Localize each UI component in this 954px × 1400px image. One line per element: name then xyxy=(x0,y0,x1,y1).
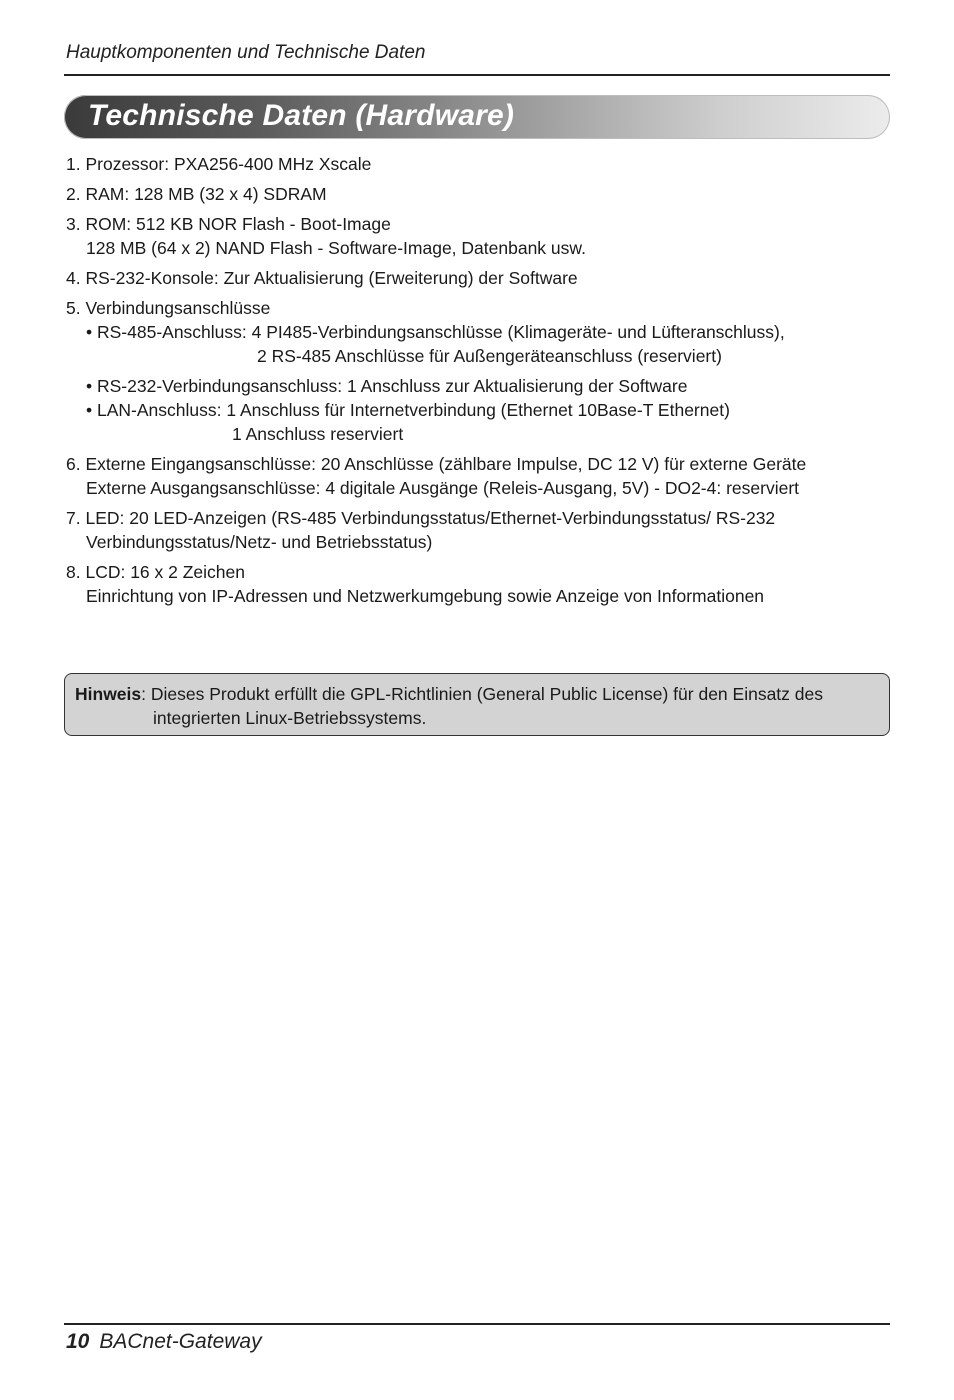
spec-list xyxy=(66,152,866,614)
spec-line-continuation: Externe Ausgangsanschlüsse: 4 digitale Ausgänge (Releis-Ausgang, 5V) - DO2-4: reserviert xyxy=(86,478,800,498)
note-label: Hinweis xyxy=(75,684,142,704)
spec-line: 4. RS-232-Konsole: Zur Aktualisierung (Erweiterung) der Software xyxy=(66,268,578,288)
header-rule xyxy=(64,74,890,76)
spec-item-ports xyxy=(66,296,866,446)
spec-line: 7. LED: 20 LED-Anzeigen (RS-485 Verbindungsstatus/Ethernet-Verbindungsstatus/ RS-232 xyxy=(66,508,776,528)
section-title-bar xyxy=(64,95,890,139)
running-header: Hauptkomponenten und Technische Daten xyxy=(66,42,426,63)
footer-title: BACnet-Gateway xyxy=(99,1330,262,1353)
footer-rule xyxy=(64,1323,890,1325)
spec-item-rom xyxy=(66,212,866,260)
note-box xyxy=(64,673,890,736)
page-number: 10 xyxy=(66,1330,90,1353)
spec-item-processor xyxy=(66,152,866,176)
spec-item-console xyxy=(66,266,866,290)
spec-line: 3. ROM: 512 KB NOR Flash - Boot-Image xyxy=(66,214,391,234)
spec-item-led xyxy=(66,506,866,554)
note-line-2: integrierten Linux-Betriebssystems. xyxy=(153,708,427,728)
spec-line: 6. Externe Eingangsanschlüsse: 20 Anschlüsse (zählbare Impulse, DC 12 V) für externe Geräte xyxy=(66,454,807,474)
spec-line-continuation: 128 MB (64 x 2) NAND Flash - Software-Image, Datenbank usw. xyxy=(86,238,586,258)
port-lan: • LAN-Anschluss: 1 Anschluss für Internetverbindung (Ethernet 10Base-T Ethernet) xyxy=(86,400,730,420)
spec-line-continuation: Einrichtung von IP-Adressen und Netzwerkumgebung sowie Anzeige von Informationen xyxy=(86,586,765,606)
spec-line: 8. LCD: 16 x 2 Zeichen xyxy=(66,562,245,582)
spec-line-continuation: Verbindungsstatus/Netz- und Betriebsstatus) xyxy=(86,532,433,552)
spec-line: 2. RAM: 128 MB (32 x 4) SDRAM xyxy=(66,184,327,204)
port-rs485-continuation: 2 RS-485 Anschlüsse für Außengeräteanschluss (reserviert) xyxy=(257,346,722,366)
port-lan-continuation: 1 Anschluss reserviert xyxy=(232,424,404,444)
spec-line: 5. Verbindungsanschlüsse xyxy=(66,298,271,318)
spec-line: 1. Prozessor: PXA256-400 MHz Xscale xyxy=(66,154,372,174)
section-title: Technische Daten (Hardware) xyxy=(88,99,515,132)
note-line-1: : Dieses Produkt erfüllt die GPL-Richtlinien (General Public License) für den Einsatz des xyxy=(141,684,823,704)
page-footer xyxy=(66,1330,262,1354)
spec-item-lcd xyxy=(66,560,866,608)
spec-item-ram xyxy=(66,182,866,206)
port-rs232: • RS-232-Verbindungsanschluss: 1 Anschluss zur Aktualisierung der Software xyxy=(86,376,688,396)
spec-item-io xyxy=(66,452,866,500)
port-rs485: • RS-485-Anschluss: 4 PI485-Verbindungsanschlüsse (Klimageräte- und Lüfteranschluss), xyxy=(86,322,785,342)
note-text xyxy=(75,682,875,730)
